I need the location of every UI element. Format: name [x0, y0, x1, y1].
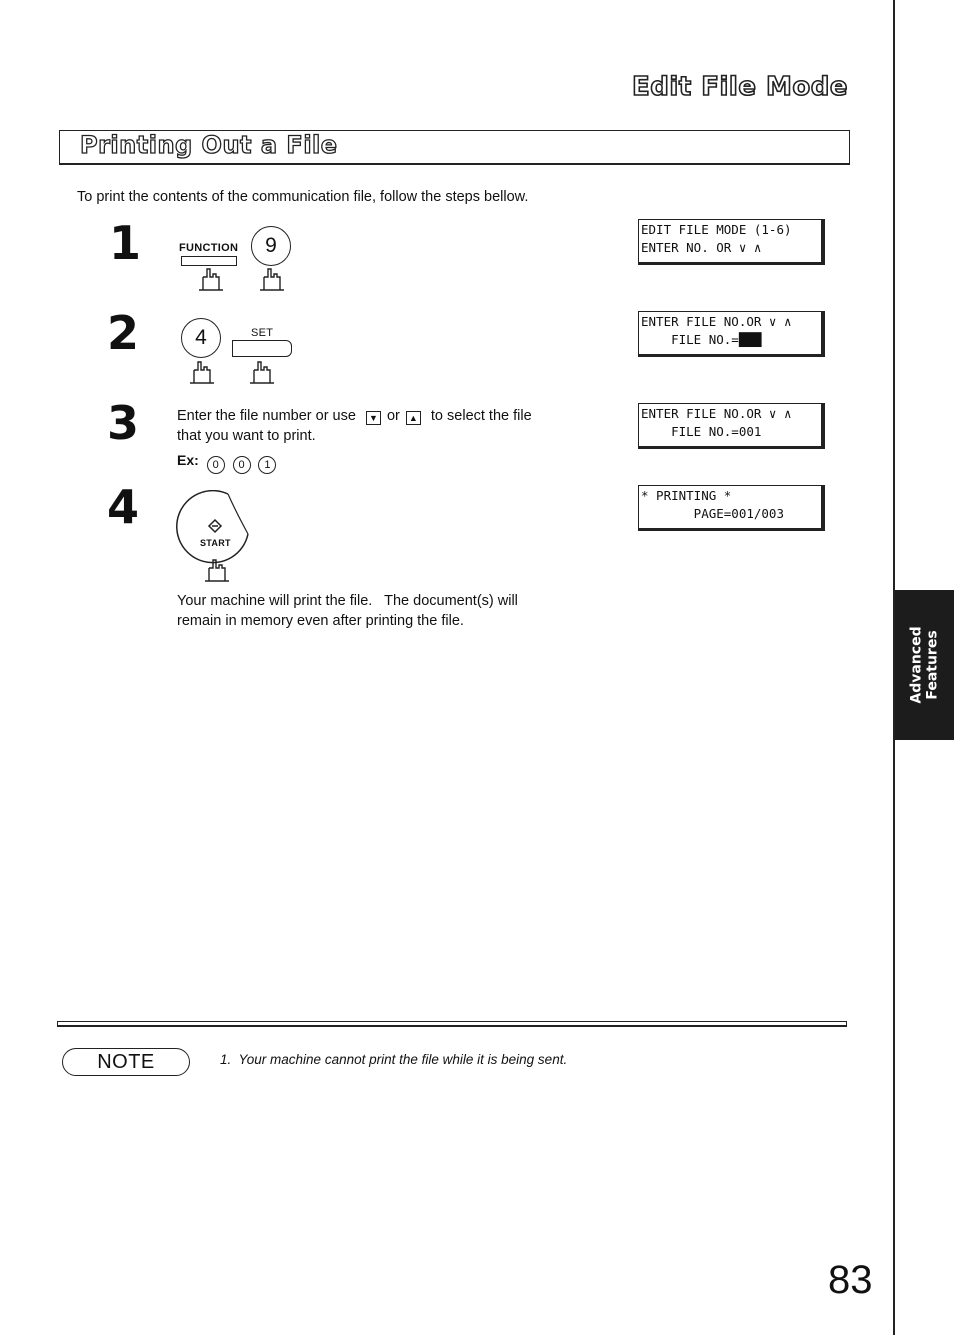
section-tab-label: Advanced Features	[908, 626, 941, 704]
example-line: Ex: 0 0 1	[177, 452, 276, 474]
page-number: 83	[828, 1258, 873, 1302]
example-digit-key: 0	[207, 456, 225, 474]
lcd-display: EDIT FILE MODE (1-6) ENTER NO. OR ∨ ∧	[638, 219, 825, 265]
section-tab	[895, 590, 954, 740]
down-arrow-key-icon: ▼	[366, 411, 381, 425]
press-hand-icon	[203, 558, 231, 582]
step-4-text: Your machine will print the file. The document(s) will remain in memory even after printing the file.	[177, 593, 518, 629]
page-header-title: Edit File Mode	[631, 72, 848, 102]
lcd-display: ENTER FILE NO.OR ∨ ∧ FILE NO.=███	[638, 311, 825, 357]
press-hand-icon	[258, 267, 286, 291]
start-key-icon	[176, 490, 256, 566]
step-4-number: 4	[107, 480, 140, 534]
step-3-number: 3	[107, 396, 140, 450]
function-key-label: FUNCTION	[179, 242, 239, 254]
step-1-number: 1	[109, 216, 142, 270]
section-title: Printing Out a File	[80, 131, 338, 159]
lcd-display: ENTER FILE NO.OR ∨ ∧ FILE NO.=001	[638, 403, 825, 449]
note-separator	[57, 1021, 847, 1027]
note-badge: NOTE	[62, 1048, 190, 1076]
intro-text: To print the contents of the communication file, follow the steps bellow.	[77, 189, 529, 205]
press-hand-icon	[197, 267, 225, 291]
start-key-label: START	[200, 538, 231, 548]
digit-key-9: 9	[251, 226, 291, 266]
example-digit-key: 1	[258, 456, 276, 474]
note-text: 1. Your machine cannot print the file while it is being sent.	[220, 1052, 568, 1067]
lcd-display: * PRINTING * PAGE=001/003	[638, 485, 825, 531]
digit-key-4: 4	[181, 318, 221, 358]
set-key-label: SET	[251, 327, 274, 339]
set-key	[232, 340, 292, 357]
function-key	[181, 256, 237, 266]
up-arrow-key-icon: ▲	[406, 411, 421, 425]
step-2-number: 2	[107, 306, 140, 360]
press-hand-icon	[188, 360, 216, 384]
example-digit-key: 0	[233, 456, 251, 474]
press-hand-icon	[248, 360, 276, 384]
step-3-text: Enter the file number or use ▼ or ▲ to select the file that you want to print.	[177, 408, 532, 444]
